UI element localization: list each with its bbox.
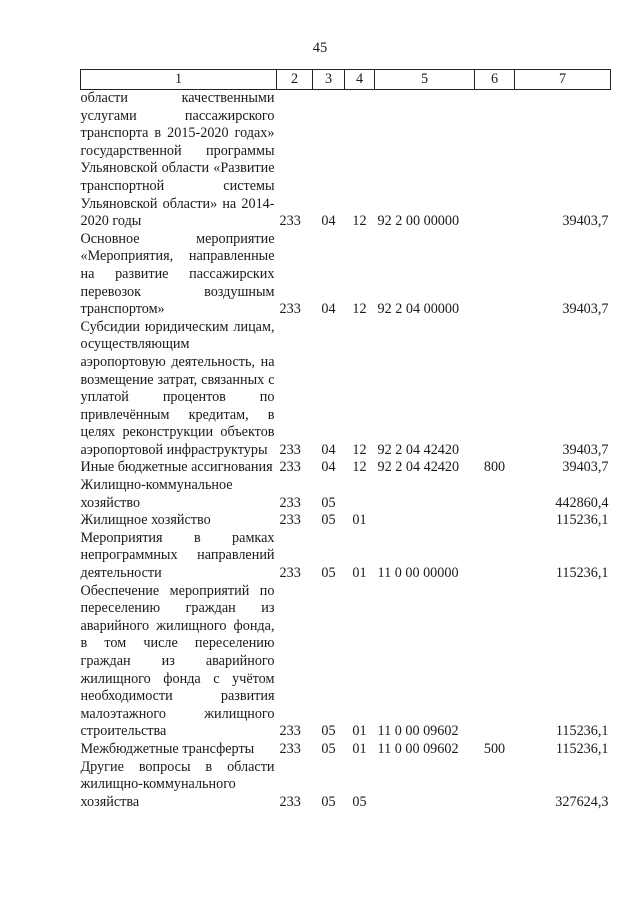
row-name: области качественными услугами пассажирского транспорта в 2015-2020 годах» государственной программы Ульяновской области «Развитие транспортной системы Ульяновской области» на 2014-2020 годы [80,90,275,230]
row-section: 05 [321,723,336,740]
row-name: Субсидии юридическим лицам, осуществляющим аэропортовую деятельность, на возмещение затрат, связанных с уплатой процентов по привлечённым кредитам, в целях реконструкции объектов аэропортовой инфраструктуры [80,318,275,458]
row-amount: 442860,4 [555,494,609,511]
table-row [81,319,611,460]
row-expense-type [475,477,515,512]
header-col-1: 1 [81,70,277,90]
header-col-2: 2 [277,70,313,90]
table-row [81,759,611,812]
row-section: 05 [321,512,336,529]
row-name: Иные бюджетные ассигнования [80,459,273,476]
row-target-article [375,477,475,512]
row-target-article: 11 0 00 00000 [377,565,459,582]
row-name: Мероприятия в рамках непрограммных направлений деятельности [80,529,275,582]
row-expense-type [475,319,515,460]
row-code-ministry: 233 [279,213,301,230]
table-body [81,90,611,812]
table-row [81,231,611,319]
header-col-5: 5 [375,70,475,90]
row-amount: 115236,1 [555,565,609,582]
row-expense-type [475,530,515,583]
row-expense-type [475,583,515,741]
row-target-article: 11 0 00 09602 [377,723,459,740]
row-expense-type [475,231,515,319]
row-amount: 115236,1 [555,740,609,757]
row-code-ministry: 233 [279,459,301,476]
row-target-article [375,512,475,530]
row-name: Основное мероприятие «Мероприятия, направленные на развитие пассажирских перевозок воздушным транспортом» [80,230,275,318]
row-target-article: 92 2 00 00000 [377,213,460,230]
row-subsection: 05 [352,793,367,810]
row-expense-type: 800 [483,459,506,476]
row-code-ministry: 233 [279,441,301,458]
table-row [81,530,611,583]
row-name: Жилищно-коммунальное хозяйство [80,477,233,511]
row-code-ministry: 233 [279,512,301,529]
row-section: 04 [321,459,336,476]
header-col-3: 3 [313,70,345,90]
row-subsection: 01 [352,512,367,529]
row-section: 05 [321,740,336,757]
row-code-ministry: 233 [279,494,301,511]
row-subsection: 12 [352,441,367,458]
table-row [81,741,611,759]
table-row [81,459,611,477]
row-section: 05 [321,565,336,582]
header-col-4: 4 [345,70,375,90]
table-row [81,583,611,741]
row-subsection: 01 [352,740,367,757]
row-expense-type: 500 [483,740,506,757]
row-subsection: 12 [352,301,367,318]
page-number: 45 [312,40,328,56]
row-expense-type [475,759,515,812]
row-code-ministry: 233 [279,740,301,757]
row-name: Межбюджетные трансферты [80,740,255,757]
row-subsection: 12 [352,459,367,476]
row-code-ministry: 233 [279,565,301,582]
row-code-ministry: 233 [279,723,301,740]
row-name: Обеспечение мероприятий по переселению граждан из аварийного жилищного фонда, в том числе переселению граждан из аварийного жилищного фонда с учётом необходимости развития малоэтажного жилищного строительства [80,582,275,740]
row-section: 04 [321,441,336,458]
header-col-6: 6 [475,70,515,90]
row-amount: 327624,3 [555,793,609,810]
table-row [81,477,611,512]
row-section: 05 [321,494,336,511]
table-row [81,512,611,530]
row-name: Другие вопросы в области жилищно-коммунального хозяйства [80,758,275,810]
row-section: 04 [321,301,336,318]
budget-table [80,69,611,811]
row-section: 04 [321,213,336,230]
row-amount: 39403,7 [562,441,609,458]
row-subsection: 01 [352,723,367,740]
row-subsection: 12 [352,213,367,230]
header-row [81,70,611,90]
header-col-7: 7 [515,70,611,90]
row-amount: 115236,1 [555,512,609,529]
row-code-ministry: 233 [279,793,301,810]
row-amount: 115236,1 [555,723,609,740]
row-section: 05 [321,793,336,810]
row-subsection: 01 [352,565,367,582]
row-amount: 39403,7 [562,301,609,318]
row-expense-type [475,90,515,231]
table-row [81,90,611,231]
row-target-article: 11 0 00 09602 [377,740,459,757]
row-code-ministry: 233 [279,301,301,318]
table-header [81,70,611,90]
row-target-article: 92 2 04 42420 [377,441,460,458]
row-target-article [375,759,475,812]
row-amount: 39403,7 [562,459,609,476]
row-target-article: 92 2 04 00000 [377,301,460,318]
row-subsection [345,477,375,512]
row-name: Жилищное хозяйство [80,512,211,529]
row-expense-type [475,512,515,530]
row-target-article: 92 2 04 42420 [377,459,460,476]
row-amount: 39403,7 [562,213,609,230]
